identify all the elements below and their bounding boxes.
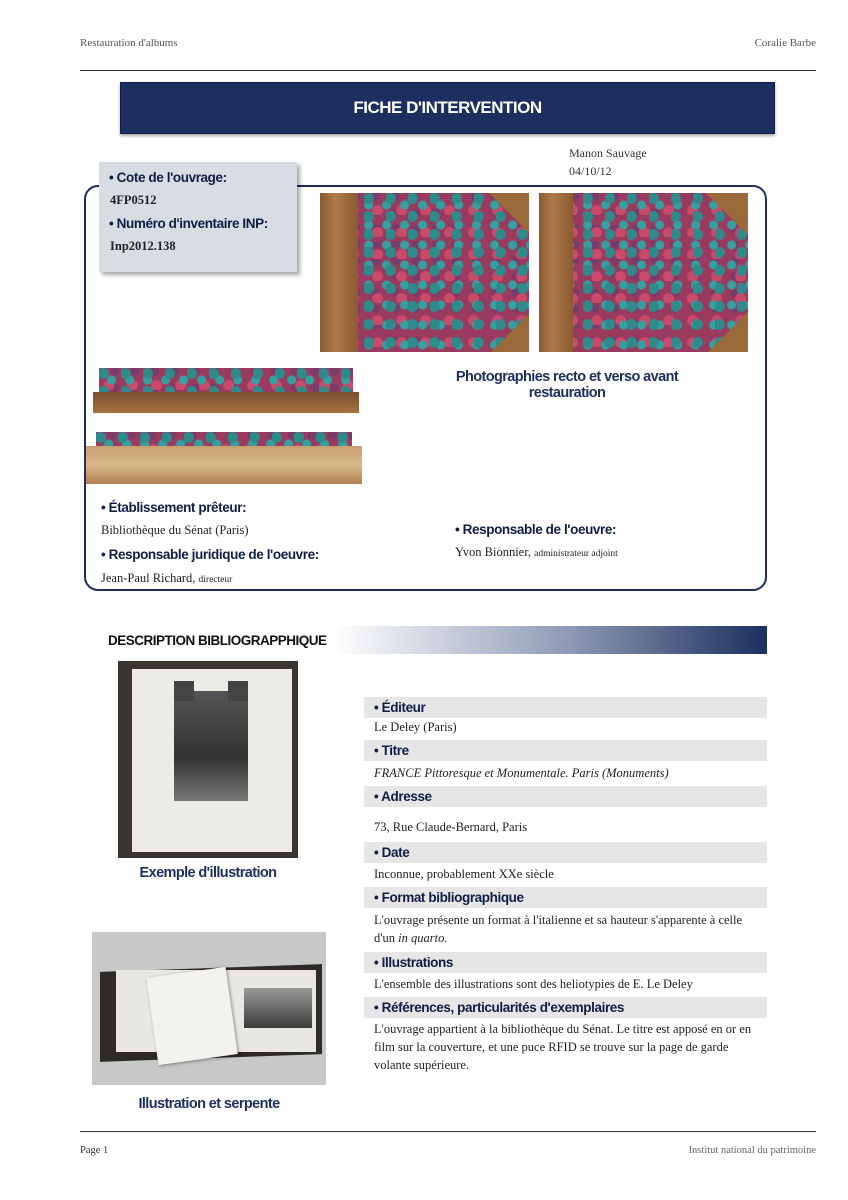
header-rule (80, 70, 816, 71)
field-format-bar (364, 887, 767, 908)
responsable-juridique-name: Jean-Paul Richard, (101, 571, 196, 585)
etablissement-label: • Établissement prêteur: (101, 500, 247, 515)
field-format-text: L'ouvrage présente un format à l'italienne et sa hauteur s'apparente à celle d'un (374, 913, 743, 945)
responsable-juridique-role: directeur (198, 575, 233, 585)
field-illustrations-bar (364, 952, 767, 973)
field-adresse-bar (364, 786, 767, 807)
field-titre-label: • Titre (374, 743, 409, 758)
illustration-example-caption: Exemple d'illustration (139, 865, 277, 881)
field-date-label: • Date (374, 845, 410, 860)
author-date: 04/10/12 (569, 164, 612, 178)
field-format-label: • Format bibliographique (374, 890, 524, 905)
responsable-oeuvre-role: administrateur adjoint (534, 549, 618, 559)
field-illustrations-value: L'ensemble des illustrations sont des heliotypies de E. Le Deley (374, 977, 693, 991)
title-bar (120, 82, 775, 134)
illustration-serpente-caption: Illustration et serpente (138, 1096, 280, 1112)
responsable-oeuvre-label: • Responsable de l'oeuvre: (455, 522, 617, 537)
field-editeur-bar (364, 697, 767, 718)
field-illustrations-label: • Illustrations (374, 955, 453, 970)
author-name: Manon Sauvage (569, 146, 647, 160)
footer-page-number: Page 1 (80, 1145, 109, 1156)
footer-rule (80, 1131, 816, 1132)
field-adresse-label: • Adresse (374, 789, 432, 804)
field-references-label: • Références, particularités d'exemplaires (374, 1000, 625, 1015)
cote-value: 4FP0512 (110, 193, 157, 207)
responsable-juridique-label: • Responsable juridique de l'oeuvre: (101, 547, 319, 562)
back-cover-photo (539, 193, 748, 352)
inventaire-label: • Numéro d'inventaire INP: (109, 216, 268, 231)
field-date-value: Inconnue, probablement XXe siècle (374, 867, 554, 881)
photos-caption: Photographies recto et verso avant restauration (455, 369, 679, 401)
responsable-juridique-value (101, 571, 232, 586)
description-heading: DESCRIPTION BIBLIOGRAPPHIQUE (108, 632, 327, 648)
spine-photo-bottom (86, 432, 362, 484)
front-cover-photo (320, 193, 529, 352)
inventaire-value: Inp2012.138 (110, 239, 176, 253)
cote-label: • Cote de l'ouvrage: (109, 170, 227, 185)
field-references-bar (364, 997, 767, 1018)
field-adresse-value: 73, Rue Claude-Bernard, Paris (374, 820, 528, 834)
field-format-emphasis: in quarto. (398, 931, 448, 945)
field-editeur-label: • Éditeur (374, 700, 426, 715)
etablissement-value: Bibliothèque du Sénat (Paris) (101, 523, 249, 537)
page-title: FICHE D'INTERVENTION (353, 98, 542, 117)
field-editeur-value: Le Deley (Paris) (374, 720, 457, 734)
field-titre-bar (364, 740, 767, 761)
illustration-serpente-photo (92, 932, 326, 1085)
responsable-oeuvre-value (455, 545, 618, 560)
field-references-value: L'ouvrage appartient à la bibliothèque du Sénat. Le titre est apposé en or en film sur la couverture, et une puce RFID se trouve sur la page de garde volante supérieure. (374, 1022, 752, 1072)
field-titre-value: FRANCE Pittoresque et Monumentale. Paris (Monuments) (374, 766, 669, 780)
field-format-value (374, 911, 766, 947)
footer-institution: Institut national du patrimoine (688, 1145, 816, 1156)
spine-photo-top (93, 368, 359, 413)
field-date-bar (364, 842, 767, 863)
illustration-example-photo (118, 661, 298, 858)
cote-box (99, 162, 297, 272)
description-heading-bar (100, 626, 767, 654)
responsable-oeuvre-name: Yvon Bionnier, (455, 545, 532, 559)
header-left: Restauration d'albums (80, 37, 178, 49)
header-right: Coralie Barbe (754, 37, 816, 49)
